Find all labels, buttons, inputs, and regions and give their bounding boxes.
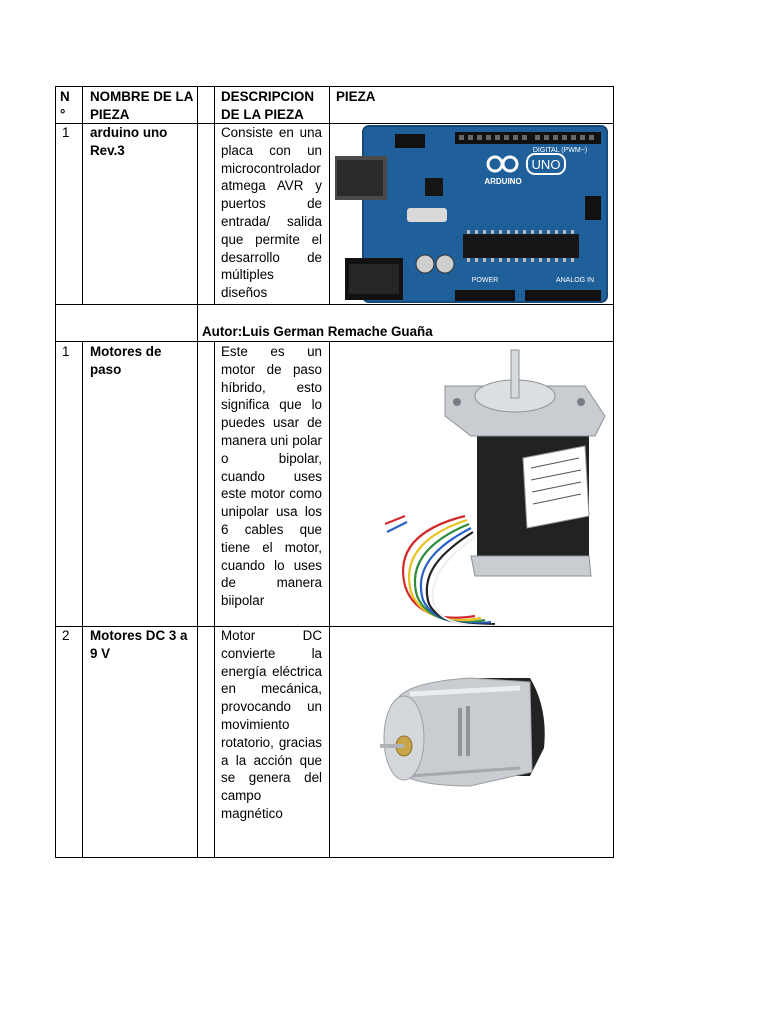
arduino-power-label: POWER bbox=[471, 277, 499, 284]
arduino-analog-label: ANALOG IN bbox=[555, 277, 595, 284]
table-border-top bbox=[55, 86, 614, 87]
row-2-description: Este es un motor de paso híbrido, esto significa que lo puedes usar de manera uni polar o bipolar, cuando uses este motor como unipolar usa los 6 cables que tiene el motor, cuando lo uses de manera biipolar bbox=[221, 344, 322, 609]
col-divider-num bbox=[82, 86, 83, 304]
col-divider-desc bbox=[329, 86, 330, 304]
table-border-right bbox=[613, 86, 614, 858]
header-name: NOMBRE DE LA PIEZA bbox=[90, 89, 193, 122]
arduino-brand-label: ARDUINO bbox=[484, 177, 522, 186]
arduino-digital-label: DIGITAL (PWM~) bbox=[532, 147, 588, 154]
row-3-name: Motores DC 3 a 9 V bbox=[90, 628, 188, 661]
col-divider-num-lower bbox=[82, 341, 83, 858]
arduino-model-label: UNO bbox=[531, 157, 561, 172]
col-divider-spacer bbox=[214, 86, 215, 304]
table-border-left bbox=[55, 86, 56, 858]
stepper-motor-image bbox=[385, 346, 611, 626]
col-divider-desc-lower bbox=[329, 341, 330, 858]
table-border-bottom bbox=[55, 857, 614, 858]
row-3-description: Motor DC convierte la energía eléctrica en mecánica, provocando un movimiento rotatorio, gracias a la acción que se genera del campo magnético bbox=[221, 628, 322, 821]
header-piece: PIEZA bbox=[336, 89, 376, 104]
header-description: DESCRIPCION DE LA PIEZA bbox=[221, 89, 315, 122]
row-2-num: 1 bbox=[62, 344, 70, 359]
row-divider-author bbox=[55, 341, 614, 342]
row-1-name: arduino uno Rev.3 bbox=[90, 125, 168, 158]
dc-motor-image bbox=[370, 668, 550, 798]
header-num: N ° bbox=[60, 89, 70, 122]
row-2-name: Motores de paso bbox=[90, 344, 162, 377]
col-divider-spacer-lower bbox=[214, 341, 215, 858]
row-1-num: 1 bbox=[62, 125, 70, 140]
col-divider-name bbox=[197, 86, 198, 858]
arduino-uno-board-image bbox=[335, 124, 612, 304]
row-divider-arduino bbox=[55, 304, 614, 305]
author-credit: Autor:Luis German Remache Guaña bbox=[202, 324, 433, 339]
row-1-description: Consiste en una placa con un microcontrolador atmega AVR y puertos de entrada/ salida que permite el desarrollo de múltiples diseños bbox=[221, 125, 322, 301]
row-3-num: 2 bbox=[62, 628, 70, 643]
